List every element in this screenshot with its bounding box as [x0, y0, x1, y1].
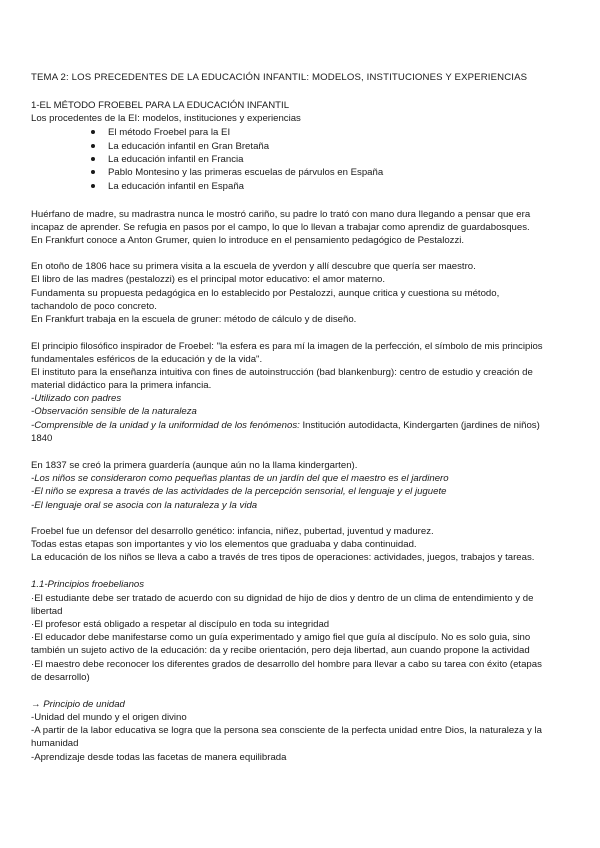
paragraph-line: de desarrollo) — [31, 672, 90, 683]
list-item-text: El método Froebel para la EI — [108, 127, 231, 138]
section-heading: 1-EL MÉTODO FROEBEL PARA LA EDUCACIÓN INFANTIL — [31, 100, 290, 111]
paragraph-line: libertad — [31, 606, 63, 617]
paragraph-line: ·El educador debe manifestarse como un guía experimentado y amigo fiel que guía al discípulo. No es solo guia, sino — [31, 632, 531, 643]
paragraph-line: ·El maestro debe reconocer los diferentes grados de desarrollo del hombre para llevar a cabo su tarea con éxito (etapas — [31, 659, 542, 670]
subsection-heading: → Principio de unidad — [31, 699, 125, 710]
paragraph-line: -A partir de la labor educativa se logra que la persona sea consciente de la perfecta unidad entre Dios, la naturaleza y la — [31, 725, 542, 736]
list-item-text: La educación infantil en Gran Bretaña — [108, 141, 270, 152]
paragraph-line: En Frankfurt trabaja en la escuela de gruner: método de cálculo y de diseño. — [31, 314, 357, 325]
paragraph-line: humanidad — [31, 738, 79, 749]
bullet-icon — [91, 170, 95, 174]
normal-span: Institución autodidacta, Kindergarten (jardines de niños) — [299, 420, 540, 431]
italic-span: -Comprensible de la unidad y la uniformidad de los fenómenos: — [31, 420, 300, 431]
paragraph-line: ·El profesor está obligado a respetar al discípulo en toda su integridad — [31, 619, 330, 630]
list-item-text: La educación infantil en España — [108, 181, 245, 192]
paragraph-line: El libro de las madres (pestalozzi) es el principal motor educativo: el amor materno. — [31, 274, 386, 285]
paragraph-line: La educación de los niños se lleva a cabo a través de tres tipos de operaciones: actividades, juegos, trabajos y tareas. — [31, 552, 535, 563]
list-item — [108, 141, 600, 152]
paragraph-line: En otoño de 1806 hace su primera visita a la escuela de yverdon y allí descubre que quería ser maestro. — [31, 261, 476, 272]
paragraph-line: material didáctico para la primera infancia. — [31, 380, 212, 391]
bullet-icon — [91, 184, 95, 188]
subsection-heading: 1.1-Principios froebelianos — [31, 579, 145, 590]
bullet-icon — [91, 144, 95, 148]
list-item-text: La educación infantil en Francia — [108, 154, 244, 165]
italic-line: -El niño se expresa a través de las actividades de la percepción sensorial, el lenguaje y el juguete — [31, 486, 447, 497]
list-item — [108, 154, 600, 165]
paragraph-line: El instituto para la enseñanza intuitiva con fines de autoinstrucción (bad blankenburg): centro de estudio y creación de — [31, 367, 533, 378]
paragraph-line: 1840 — [31, 433, 53, 444]
paragraph-line: incapaz de aprender. Se refugia en pasos por el campo, lo que lo llevan a trabajar como aprendiz de guardabosques. — [31, 222, 530, 233]
italic-line: -Observación sensible de la naturaleza — [31, 406, 197, 417]
paragraph-line: Todas estas etapas son importantes y vio los elementos que graduaba y daba continuidad. — [31, 539, 417, 550]
paragraph-line: fundamentales esféricos de la educación y de la vida". — [31, 354, 263, 365]
paragraph-line: Fundamenta su propuesta pedagógica en lo establecido por Pestalozzi, aunque critica y cuestiona su método, — [31, 288, 500, 299]
document-title: TEMA 2: LOS PRECEDENTES DE LA EDUCACIÓN INFANTIL: MODELOS, INSTITUCIONES Y EXPERIENCIAS — [31, 72, 528, 83]
list-item — [108, 181, 600, 192]
bullet-icon — [91, 157, 95, 161]
paragraph-line: también un sujeto activo de la educación: da y recibe orientación, pero deja libertad, aun cuando propone la actividad — [31, 645, 530, 656]
paragraph-line: -Unidad del mundo y el origen divino — [31, 712, 187, 723]
paragraph-line: Huérfano de madre, su madrastra nunca le mostró cariño, su padre lo trató con mano dura llegando a pensar que era — [31, 209, 531, 220]
paragraph-line: tachandolo de poco concreto. — [31, 301, 157, 312]
paragraph-line: En 1837 se creó la primera guardería (aunque aún no la llama kindergarten). — [31, 460, 358, 471]
paragraph-line — [31, 420, 576, 431]
paragraph-line: En Frankfurt conoce a Anton Grumer, quien lo introduce en el pensamiento pedagógico de Pestalozzi. — [31, 235, 465, 246]
paragraph-line: Froebel fue un defensor del desarrollo genético: infancia, niñez, pubertad, juventud y madurez. — [31, 526, 434, 537]
section-intro: Los procedentes de la EI: modelos, instituciones y experiencias — [31, 113, 301, 124]
italic-line: -Los niños se consideraron como pequeñas plantas de un jardín del que el maestro es el jardinero — [31, 473, 449, 484]
paragraph-line: ·El estudiante debe ser tratado de acuerdo con su dignidad de hijo de dios y dentro de un clima de entendimiento y de — [31, 593, 534, 604]
italic-line: -Utilizado con padres — [31, 393, 122, 404]
bullet-icon — [91, 130, 95, 134]
list-item — [108, 127, 600, 138]
paragraph-line: -Aprendizaje desde todas las facetas de manera equilibrada — [31, 752, 287, 763]
paragraph-line: El principio filosófico inspirador de Froebel: "la esfera es para mí la imagen de la perfección, el símbolo de mis principios — [31, 341, 543, 352]
italic-line: -El lenguaje oral se asocia con la naturaleza y la vida — [31, 500, 258, 511]
list-item-text: Pablo Montesino y las primeras escuelas de párvulos en España — [108, 167, 384, 178]
list-item — [108, 167, 600, 178]
